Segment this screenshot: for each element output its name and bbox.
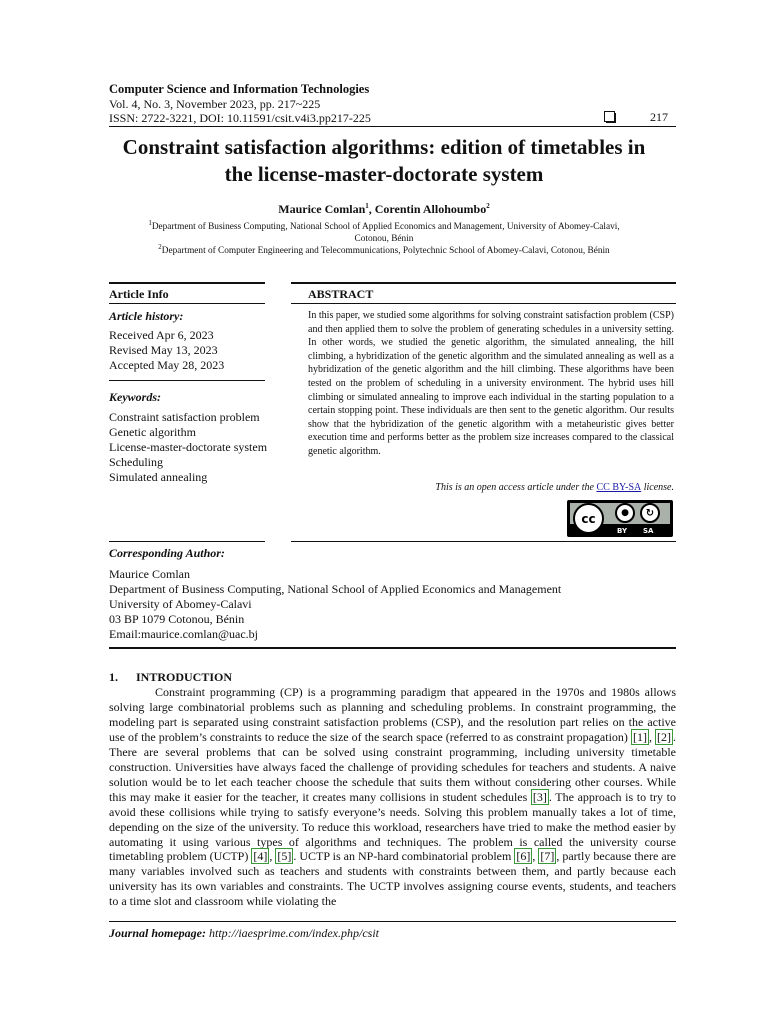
footer-rule xyxy=(109,921,676,922)
revised-date: Revised May 13, 2023 xyxy=(109,343,218,357)
intro-paragraph xyxy=(109,685,676,909)
author-2-sup: 2 xyxy=(486,202,490,210)
intro-text: , partly because there are many variables involved such as teachers and students with constraints between them, and partly because each university has its own variables and constraints. The UCTP involves assigning course events, students, and teachers to a time slot and classroom while violating the xyxy=(109,849,676,909)
abstract-top-rule xyxy=(291,282,676,284)
intro-text: . UCTP is an NP-hard combinatorial problem xyxy=(293,849,515,864)
volume-line: Vol. 4, No. 3, November 2023, pp. 217~225 xyxy=(109,97,321,111)
attribution-person-icon: ● xyxy=(615,503,635,523)
open-access-prefix: This is an open access article under the xyxy=(435,482,597,493)
intro-text: . The approach is to try to avoid these collisions while trying to satisfy everyone’s needs. Solving this problem manually takes a lot of time, depending on the size of the university. To reduce this workload, researchers have tried to make the method easier by automating it using various types of algorithms and techniques. The problem is called the university course timetabling problem (UCTP) xyxy=(109,789,676,864)
author-2: Corentin Allohoumbo xyxy=(374,202,487,216)
keyword-item: Genetic algorithm xyxy=(109,425,196,439)
keyword-item: License-master-doctorate system xyxy=(109,440,268,454)
section-number: 1. xyxy=(109,670,118,684)
author-1: Maurice Comlan xyxy=(278,202,366,216)
cc-logo-icon xyxy=(573,503,604,534)
corresponding-name: Maurice Comlan xyxy=(109,567,190,581)
keyword-item: Constraint satisfaction problem xyxy=(109,410,260,424)
article-info-heading: Article Info xyxy=(109,287,169,301)
intro-text: Constraint programming (CP) is a programming paradigm that appeared in the 1970s and 1980s allows solving large combinatorial problems such as planning and scheduling problems. In constraint programming, the modeling part is separated using constraint satisfaction problems (CSP), and the resolution part relies on the active use of the problem’s constraints to reduce the size of the search space (referred to as constraint propagation) xyxy=(109,685,676,744)
abstract-heading-rule xyxy=(291,303,676,304)
corresponding-university: University of Abomey-Calavi xyxy=(109,597,252,611)
intro-text: . There are several problems that can be solved using constraint programming, including university timetable construction. Universities have always faced the challenge of providing schedules for teachers and students. A naive solution would be to let each teacher choose the schedule that suits them without considering other courses. While this may make it easier for the teacher, it creates many collisions in student schedules xyxy=(109,729,676,804)
affiliation-2-sup: 2 xyxy=(158,243,162,251)
cc-by-sa-badge[interactable] xyxy=(567,500,673,537)
issn-line: ISSN: 2722-3221, DOI: 10.11591/csit.v4i3.pp217-225 xyxy=(109,111,371,125)
info-heading-rule xyxy=(109,303,265,304)
title-line-2: the license-master-doctorate system xyxy=(224,162,544,186)
citation-link[interactable]: [1] xyxy=(632,729,647,744)
corresponding-address: 03 BP 1079 Cotonou, Bénin xyxy=(109,612,245,626)
corresponding-author-label: Corresponding Author: xyxy=(109,546,225,560)
intro-text: , xyxy=(532,849,539,864)
section-heading xyxy=(109,670,232,685)
citation-link[interactable]: [5] xyxy=(277,849,292,864)
article-history-label: Article history: xyxy=(109,309,184,323)
affiliation-1-line-1: Department of Business Computing, National School of Applied Economics and Management, University of Abomey-Calavi, xyxy=(151,222,620,233)
abstract-text: In this paper, we studied some algorithms for solving constraint satisfaction problem (CSP) and then applied them to solve the problem of generating schedules in a university setting. In other words, we studied the genetic algorithm, the simulated annealing, the hill climbing, a hybridization of the genetic algorithm and the simulated annealing as well as a hybridization of the genetic algorithm and the hill climbing. These algorithms have been tested on the problem of scheduling in a university environment. The hybrid uses hill climbing or simulated annealing to improve each individual in the starting population to a certain stopping point. These individuals are then sent to the genetic algorithm. Our results show that the hybridization of the genetic algorithm with a metaheuristic gives better execution time and performs better as the problem size increases compared to the classical genetic algorithm. xyxy=(308,310,674,457)
keywords-label: Keywords: xyxy=(109,390,161,404)
corresponding-right-rule xyxy=(291,541,676,542)
badge-sa-label: SA xyxy=(643,527,654,535)
journal-name: Computer Science and Information Technologies xyxy=(109,82,370,96)
journal-homepage xyxy=(109,926,379,941)
open-access-suffix: license. xyxy=(641,482,674,493)
info-top-rule xyxy=(109,282,265,284)
affiliation-2 xyxy=(100,241,668,257)
keywords-list xyxy=(109,410,267,485)
keyword-item: Scheduling xyxy=(109,455,163,469)
affiliation-1-sup: 1 xyxy=(148,219,152,227)
abstract-heading: ABSTRACT xyxy=(308,287,374,301)
affiliation-2-text: Department of Computer Engineering and Telecommunications, Polytechnic School of Abomey-Calavi, Cotonou, Bénin xyxy=(161,246,610,257)
homepage-label: Journal homepage: xyxy=(109,926,207,940)
cc-logo-text: cc xyxy=(581,511,596,526)
intro-text: , xyxy=(648,729,655,744)
received-date: Received Apr 6, 2023 xyxy=(109,328,214,342)
corresponding-email[interactable]: Email:maurice.comlan@uac.bj xyxy=(109,627,258,641)
open-access-note xyxy=(308,482,674,493)
front-matter-bottom-rule xyxy=(109,647,676,649)
page-number: 217 xyxy=(650,110,668,124)
citation-link[interactable]: [7] xyxy=(540,849,555,864)
citation-link[interactable]: [2] xyxy=(657,729,671,744)
paper-title xyxy=(100,134,668,188)
share-alike-icon: ↻ xyxy=(640,503,660,523)
accepted-date: Accepted May 28, 2023 xyxy=(109,358,225,372)
section-title: INTRODUCTION xyxy=(136,670,233,684)
author-1-sup: 1 xyxy=(365,202,369,210)
intro-body xyxy=(109,685,676,909)
affiliation-1-line-2: Cotonou, Bénin xyxy=(354,234,414,245)
homepage-url[interactable]: http://iaesprime.com/index.php/csit xyxy=(209,926,379,940)
author-list xyxy=(100,202,668,217)
author-separator: , xyxy=(368,202,375,216)
keyword-item: Simulated annealing xyxy=(109,470,208,484)
corresponding-details xyxy=(109,567,561,642)
title-line-1: Constraint satisfaction algorithms: edition of timetables in xyxy=(122,135,646,159)
intro-text: , xyxy=(269,849,276,864)
citation-link[interactable]: [4] xyxy=(253,849,268,864)
badge-by-label: BY xyxy=(617,527,628,535)
citation-link[interactable]: [3] xyxy=(532,789,547,804)
citation-link[interactable]: [6] xyxy=(516,849,531,864)
corresponding-dept: Department of Business Computing, National School of Applied Economics and Management xyxy=(109,582,562,596)
corresponding-left-rule xyxy=(109,541,265,542)
header-rule xyxy=(109,126,676,127)
keywords-rule xyxy=(109,380,265,381)
shadow-box-icon xyxy=(604,111,615,122)
cc-by-sa-link[interactable]: CC BY-SA xyxy=(596,482,642,493)
